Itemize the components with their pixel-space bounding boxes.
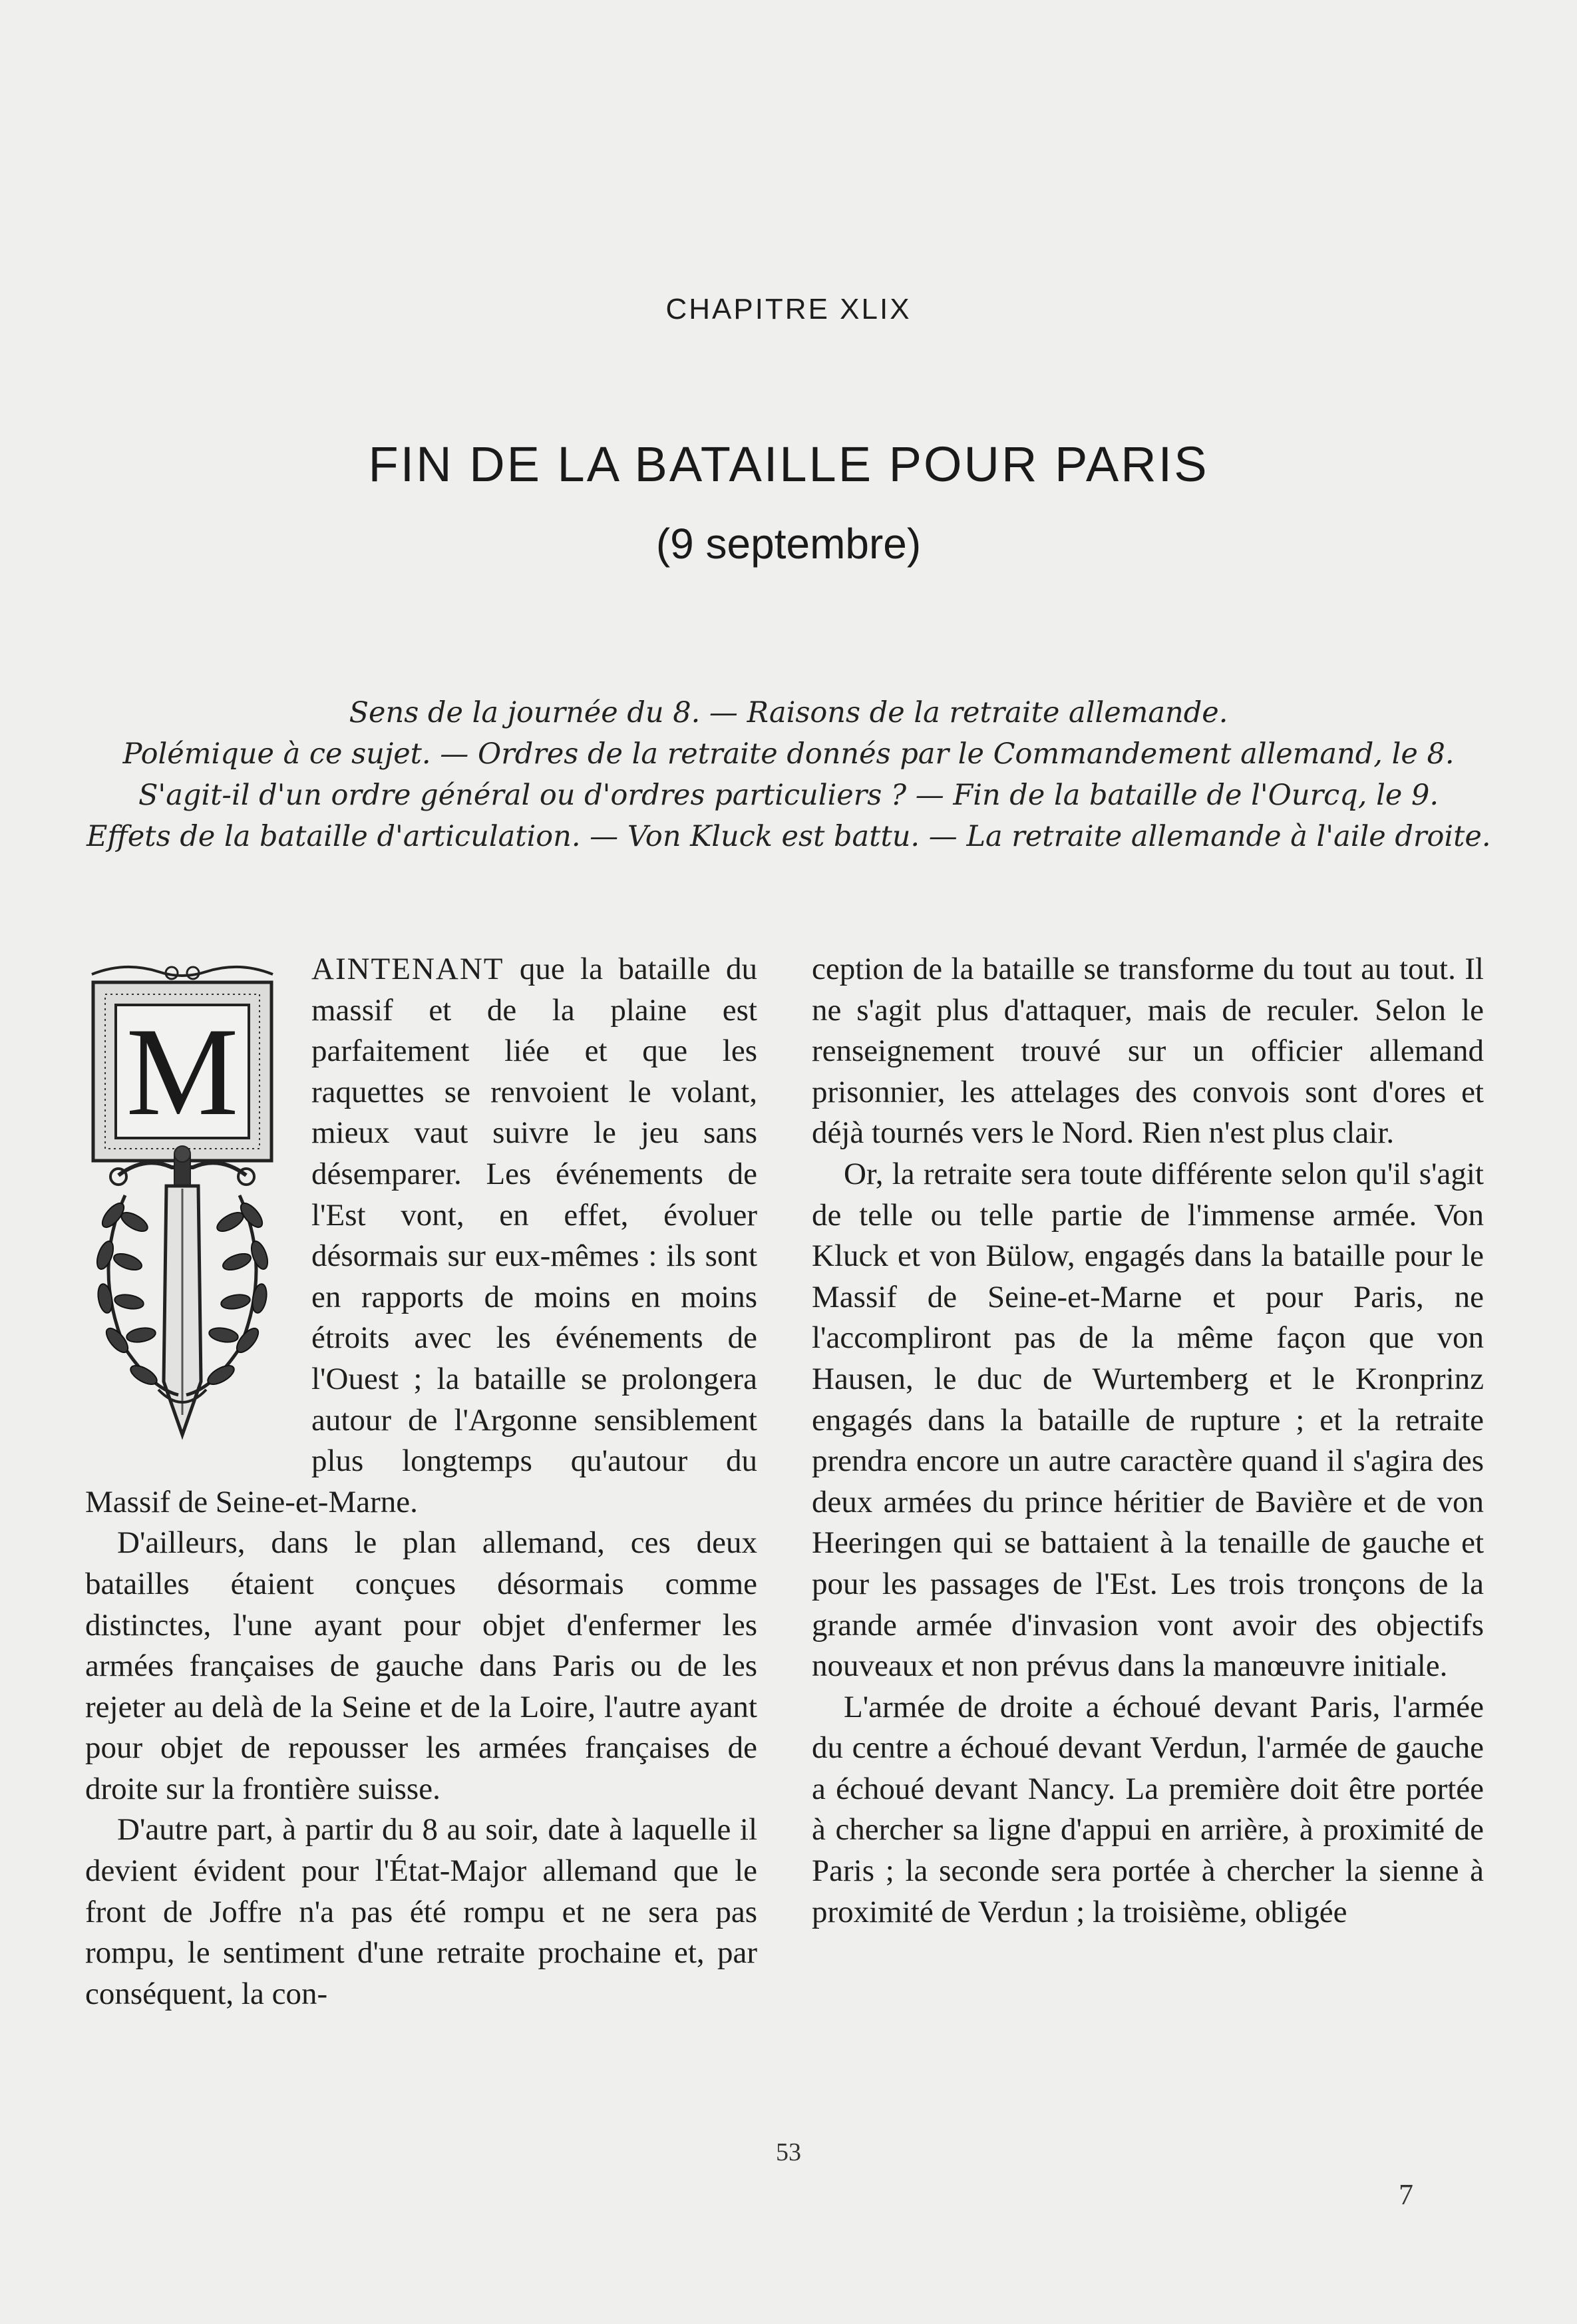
left-column (85, 949, 757, 2015)
dropcap-letter: M (126, 1002, 239, 1142)
paragraph: D'ailleurs, dans le plan allemand, ces deux batailles étaient conçues désormais comme distinctes, l'une ayant pour objet d'enfermer les armées françaises de gauche dans Paris ou de les rejeter au delà de la Seine et de la Loire, l'autre ayant pour objet de repousser les armées françaises de droite sur la frontière suisse. (85, 1525, 757, 1806)
summary-line: Sens de la journée du 8. — Raisons de la retraite allemande. (349, 696, 1228, 729)
paragraph: que la bataille du massif et de la plaine est parfaitement liée et que les raquettes se renvoient le volant, mieux vaut suivre le jeu sans désemparer. Les événements de l'Est vont, en effet, évoluer désormais sur eux-mêmes : ils sont en rapports de moins en moins étroits avec les événements de l'Ouest ; la bataille se prolongera autour de l'Argonne sensiblement plus longtemps qu'autour du Massif de Seine-et-Marne. (85, 952, 757, 1519)
dropcap-opening-word: AINTENANT (311, 952, 504, 986)
paragraph: L'armée de droite a échoué devant Paris, l'armée du centre a échoué devant Verdun, l'armée de gauche a échoué devant Nancy. La première doit être portée à chercher sa ligne d'appui en arrière, à proximité de Paris ; la seconde sera portée à chercher la sienne à proximité de Verdun ; la troisième, obligée (812, 1689, 1484, 1929)
page-number: 53 (776, 2138, 801, 2166)
chapter-date: (9 septembre) (655, 520, 922, 568)
signature-mark: 7 (1399, 2178, 1413, 2211)
chapter-title: FIN DE LA BATAILLE POUR PARIS (368, 437, 1209, 492)
paragraph: Or, la retraite sera toute différente selon qu'il s'agit de telle ou telle partie de l'immense armée. Von Kluck et von Bülow, engagés dans la bataille pour le Massif de Seine-et-Marne et pour Paris, ne l'accompliront pas de la même façon que von Hausen, le duc de Wurtemberg et le Kronprinz engagés dans la bataille de rupture ; et la retraite prendra encore un autre caractère quand il s'agira des deux armées du prince héritier de Bavière et de von Heeringen qui se battaient à la tenaille de gauche et pour les passages de l'Est. Les trois tronçons de la grande armée d'invasion vont avoir des objectifs nouveaux et non prévus dans la manœuvre initiale. (812, 1156, 1484, 1684)
ornamental-initial-m (79, 956, 286, 1448)
chapter-summary (87, 692, 1490, 857)
paragraph: D'autre part, à partir du 8 au soir, date à laquelle il devient évident pour l'État-Major allemand que le front de Joffre n'a pas été rompu et ne sera pas rompu, le sentiment d'une retraite prochaine et, par conséquent, la con- (85, 1812, 757, 2011)
summary-line: Polémique à ce sujet. — Ordres de la retraite donnés par le Commandement allemand, le 8. (122, 737, 1455, 771)
paragraph: ception de la bataille se transforme du tout au tout. Il ne s'agit plus d'attaquer, mais de reculer. Selon le renseignement trouvé sur un officier allemand prisonnier, les attelages des convois sont d'ores et déjà tournés vers le Nord. Rien n'est plus clair. (812, 952, 1484, 1151)
chapter-label: CHAPITRE XLIX (665, 293, 912, 325)
summary-line: S'agit-il d'un ordre général ou d'ordres particuliers ? — Fin de la bataille de l'Ourcq, le 9. (138, 779, 1439, 812)
right-column (812, 949, 1484, 1933)
summary-line: Effets de la bataille d'articulation. — Von Kluck est battu. — La retraite allemande à l'aile droite. (87, 820, 1491, 853)
